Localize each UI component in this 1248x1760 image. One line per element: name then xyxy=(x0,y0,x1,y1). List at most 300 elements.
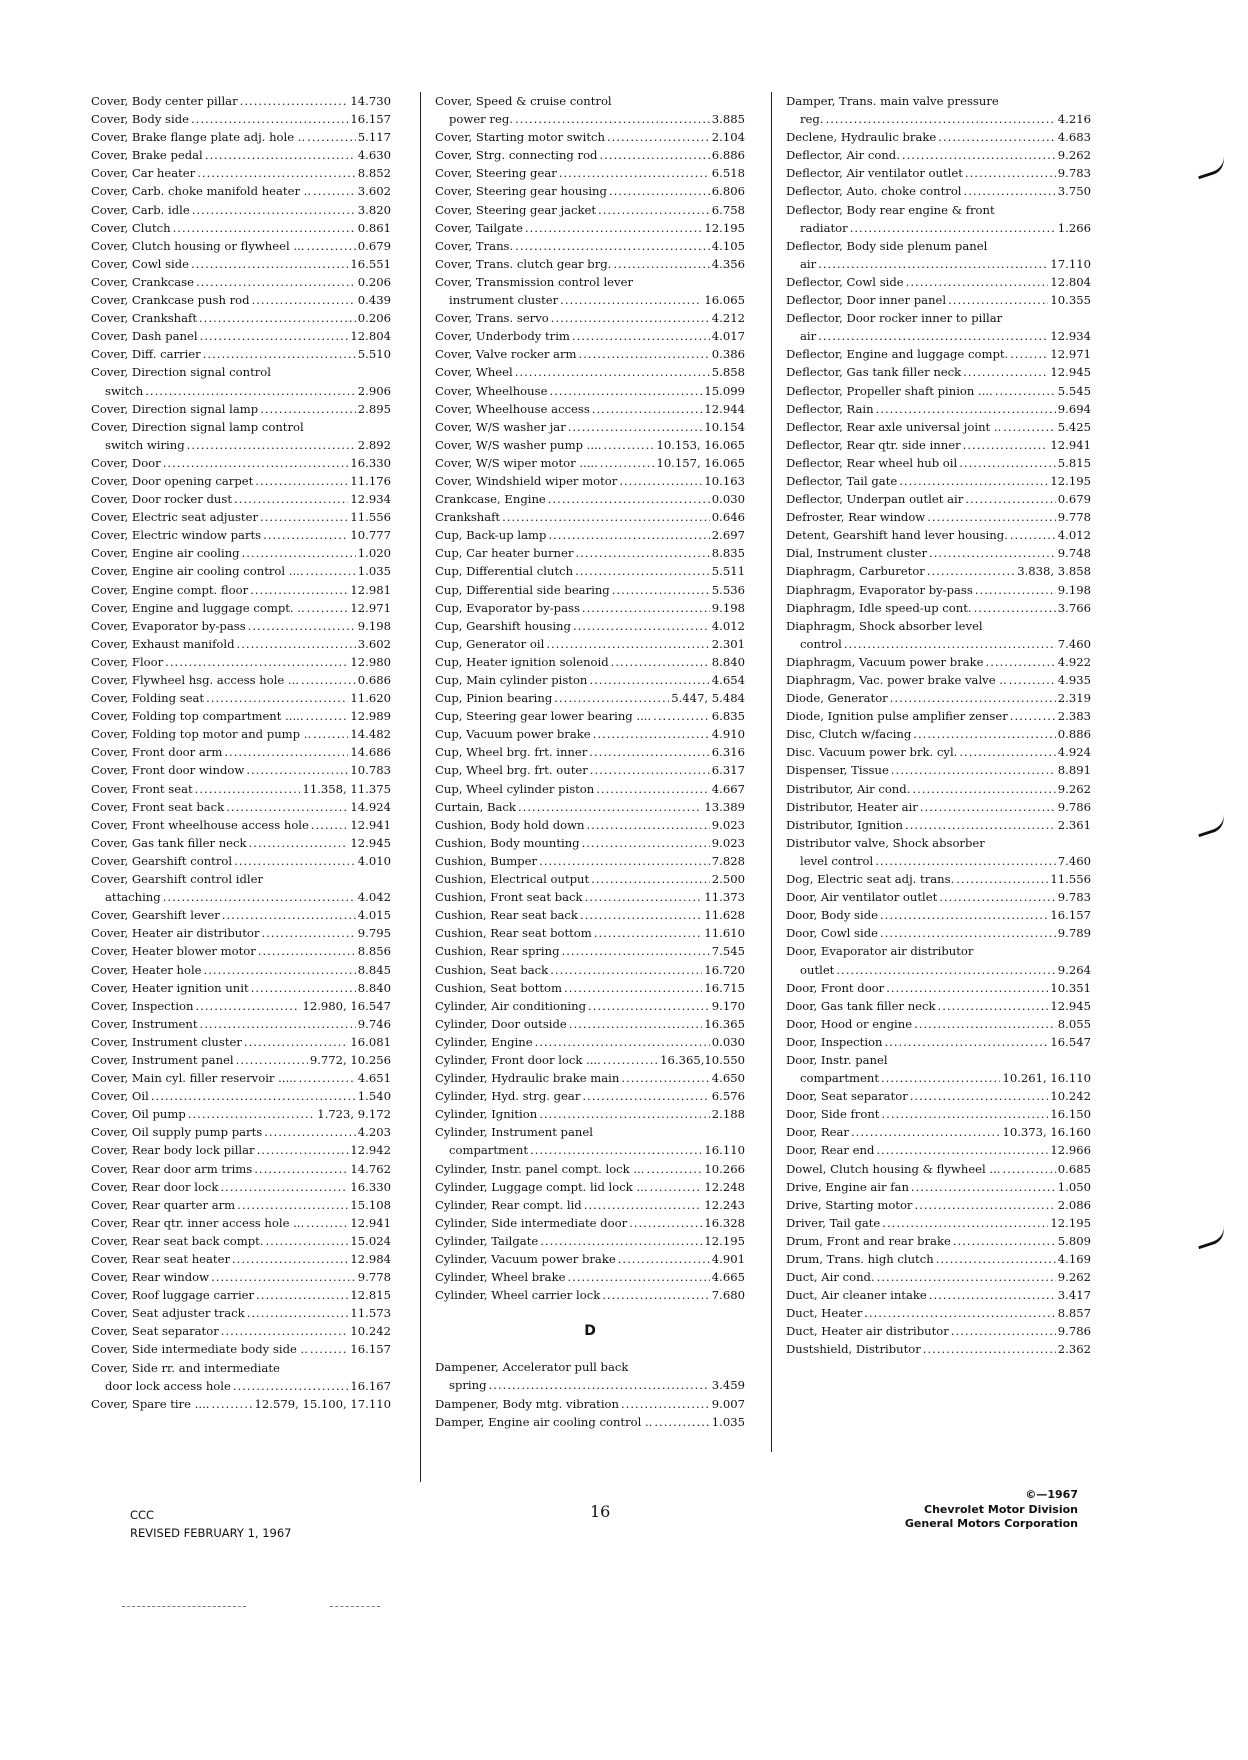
entry-name: Door, Inspection xyxy=(786,1034,883,1049)
index-entry xyxy=(91,146,391,164)
leader-dots xyxy=(1010,707,1056,725)
entry-name: power reg. xyxy=(449,112,513,127)
index-entry-heading: Door, Instr. panel xyxy=(786,1052,888,1067)
leader-dots xyxy=(587,816,710,834)
entry-reference: 4.212 xyxy=(711,311,745,326)
leader-dots xyxy=(255,472,348,490)
leader-dots xyxy=(306,1214,348,1232)
index-entry xyxy=(435,1178,745,1196)
entry-reference: 9.262 xyxy=(1057,781,1091,796)
entry-reference: 11.573 xyxy=(350,1306,391,1321)
index-entry xyxy=(786,219,1091,237)
leader-dots xyxy=(151,1087,356,1105)
index-entry xyxy=(435,454,745,472)
index-entry xyxy=(91,997,391,1015)
leader-dots xyxy=(200,1015,356,1033)
leader-dots xyxy=(1003,418,1056,436)
entry-name: Drum, Front and rear brake xyxy=(786,1233,951,1248)
leader-dots xyxy=(575,562,710,580)
entry-name: Distributor, Ignition xyxy=(786,817,904,832)
entry-name: Deflector, Rear qtr. side inner xyxy=(786,437,961,452)
entry-name: Cover, Seat separator xyxy=(91,1324,219,1339)
leader-dots xyxy=(263,526,348,544)
leader-dots xyxy=(948,291,1048,309)
leader-dots xyxy=(593,725,710,743)
leader-dots xyxy=(260,508,348,526)
entry-name: Cover, Instrument xyxy=(91,1016,198,1031)
index-entry xyxy=(435,363,745,381)
index-entry xyxy=(435,146,745,164)
entry-reference: 16.110 xyxy=(704,1143,745,1158)
index-entry xyxy=(91,599,391,617)
entry-name: Cushion, Bumper xyxy=(435,853,538,868)
index-entry-heading: Cover, Transmission control lever xyxy=(435,274,633,289)
entry-name: Cover, Tailgate xyxy=(435,220,523,235)
entry-reference: 5.117 xyxy=(357,130,391,145)
binder-mark-icon xyxy=(1194,156,1227,180)
entry-name: Cover, Inspection xyxy=(91,998,194,1013)
index-entry xyxy=(786,761,1091,779)
index-entry xyxy=(786,436,1091,454)
entry-reference: 10.777 xyxy=(350,528,391,543)
entry-reference: 4.910 xyxy=(711,727,745,742)
entry-reference: 9.262 xyxy=(1057,148,1091,163)
entry-name: Cup, Heater ignition solenoid xyxy=(435,654,609,669)
leader-dots xyxy=(927,562,1015,580)
entry-name: Diaphragm, Vac. power brake valve .. xyxy=(786,673,1007,687)
index-entry xyxy=(91,490,391,508)
entry-name: Cylinder, Wheel carrier lock xyxy=(435,1288,601,1303)
entry-reference: 4.216 xyxy=(1057,112,1091,127)
entry-reference: 7.460 xyxy=(1057,636,1091,651)
entry-reference: 4.105 xyxy=(711,238,745,253)
column-divider xyxy=(420,92,421,1482)
index-entry xyxy=(435,110,745,128)
index-entry xyxy=(435,780,745,798)
leader-dots xyxy=(196,273,356,291)
scan-artifact-line xyxy=(122,1606,246,1608)
index-entry xyxy=(91,508,391,526)
entry-reference: 9.783 xyxy=(1057,166,1091,181)
entry-name: Cover, Front seat back xyxy=(91,799,225,814)
entry-reference: 4.169 xyxy=(1057,1252,1091,1266)
leader-dots xyxy=(1002,1160,1055,1178)
leader-dots xyxy=(881,1069,1001,1087)
entry-reference: 3.459 xyxy=(711,1378,745,1393)
entry-name: Cover, Trans. servo xyxy=(435,311,549,326)
entry-reference: 12.984 xyxy=(350,1252,391,1266)
entry-reference: 4.012 xyxy=(1057,528,1091,543)
entry-name: Cover, Wheelhouse access xyxy=(435,401,590,416)
entry-reference: 14.730 xyxy=(350,94,391,108)
leader-dots xyxy=(953,1232,1056,1250)
entry-reference: 9.795 xyxy=(357,926,391,941)
entry-reference: 2.892 xyxy=(357,437,391,452)
index-entry-heading: Cylinder, Instrument panel xyxy=(435,1125,593,1140)
entry-reference: 12.243 xyxy=(704,1197,745,1212)
leader-dots xyxy=(306,237,355,255)
entry-reference: 8.835 xyxy=(711,546,745,561)
entry-reference: 14.924 xyxy=(350,799,391,814)
leader-dots xyxy=(818,255,1048,273)
index-entry xyxy=(786,1196,1091,1214)
entry-reference: 3.602 xyxy=(357,184,391,199)
index-entry-heading: Door, Evaporator air distributor xyxy=(786,944,974,959)
index-entry xyxy=(91,92,391,110)
entry-reference: 5.511 xyxy=(711,564,745,579)
entry-name: Door, Hood or engine xyxy=(786,1016,913,1031)
index-entry xyxy=(435,526,745,544)
entry-reference: 9.170 xyxy=(711,998,745,1013)
index-entry xyxy=(91,816,391,834)
index-entry xyxy=(91,1377,391,1395)
leader-dots xyxy=(902,146,1056,164)
entry-reference: 16.365,10.550 xyxy=(660,1052,745,1067)
entry-name: Cushion, Electrical output xyxy=(435,872,590,887)
entry-reference: 11.358, 11.375 xyxy=(302,781,391,796)
leader-dots xyxy=(963,363,1048,381)
leader-dots xyxy=(600,454,655,472)
leader-dots xyxy=(936,1250,1056,1268)
index-entry xyxy=(91,1015,391,1033)
leader-dots xyxy=(875,852,1056,870)
index-entry xyxy=(786,906,1091,924)
index-entry xyxy=(91,1178,391,1196)
index-entry xyxy=(91,237,391,255)
entry-name: Cover, Trans. clutch gear brg. xyxy=(435,256,612,271)
leader-dots xyxy=(818,327,1048,345)
index-entry xyxy=(786,562,1091,580)
leader-dots xyxy=(240,92,349,110)
entry-reference: 16.157 xyxy=(1050,908,1091,923)
entry-reference: 12.934 xyxy=(1050,329,1091,344)
entry-reference: 4.935 xyxy=(1057,673,1091,687)
index-entry xyxy=(435,1214,745,1232)
index-entry xyxy=(91,1087,391,1105)
leader-dots xyxy=(975,581,1056,599)
leader-dots xyxy=(163,888,356,906)
leader-dots xyxy=(220,1178,348,1196)
entry-reference: 16.720 xyxy=(704,962,745,977)
entry-name: Diaphragm, Idle speed-up cont. xyxy=(786,600,972,615)
entry-name: Cover, Heater ignition unit xyxy=(91,980,249,995)
entry-reference: 8.845 xyxy=(357,962,391,977)
entry-reference: 15.108 xyxy=(350,1197,391,1212)
entry-reference: 16.365 xyxy=(704,1016,745,1031)
index-entry xyxy=(91,182,391,200)
leader-dots xyxy=(313,182,356,200)
leader-dots xyxy=(603,1051,658,1069)
entry-name: Crankcase, Engine xyxy=(435,492,546,507)
entry-name: Deflector, Tail gate xyxy=(786,473,898,488)
column-divider xyxy=(771,92,772,1452)
leader-dots xyxy=(881,1105,1048,1123)
entry-name: Cover, Starting motor switch xyxy=(435,130,605,145)
leader-dots xyxy=(199,309,356,327)
entry-reference: 12.971 xyxy=(350,600,391,615)
index-entry xyxy=(435,852,745,870)
leader-dots xyxy=(650,1178,703,1196)
index-entry xyxy=(786,327,1091,345)
entry-reference: 16.330 xyxy=(350,455,391,470)
entry-name: Cover, Side intermediate body side .. xyxy=(91,1342,308,1357)
leader-dots xyxy=(313,725,348,743)
index-entry xyxy=(786,182,1091,200)
leader-dots xyxy=(515,110,710,128)
leader-dots xyxy=(575,544,709,562)
entry-reference: 6.758 xyxy=(711,202,745,217)
entry-name: Cover, Underbody trim xyxy=(435,329,570,344)
entry-name: Cover, Engine air cooling control .... xyxy=(91,564,304,579)
leader-dots xyxy=(591,870,710,888)
entry-name: Cover, Door rocker dust xyxy=(91,492,233,507)
index-entry xyxy=(91,743,391,761)
leader-dots xyxy=(951,1322,1056,1340)
entry-name: Cover, Gearshift control xyxy=(91,853,233,868)
entry-name: Deflector, Gas tank filler neck xyxy=(786,365,962,380)
index-entry xyxy=(435,1087,745,1105)
entry-reference: 12.579, 15.100, 17.110 xyxy=(254,1396,391,1411)
index-entry xyxy=(91,472,391,490)
entry-name: Cover, Wheel xyxy=(435,365,513,380)
entry-name: Cover, Rear quarter arm xyxy=(91,1197,236,1212)
entry-name: Cover, Rear door lock xyxy=(91,1179,219,1194)
leader-dots xyxy=(205,146,356,164)
leader-dots xyxy=(264,1123,356,1141)
index-entry xyxy=(91,961,391,979)
leader-dots xyxy=(880,924,1056,942)
leader-dots xyxy=(246,761,348,779)
entry-name: Cover, Crankcase push rod xyxy=(91,293,250,308)
leader-dots xyxy=(876,400,1056,418)
leader-dots xyxy=(244,1033,349,1051)
index-entry xyxy=(91,454,391,472)
entry-name: Cover, Steering gear jacket xyxy=(435,202,597,217)
entry-name: Cover, Folding top motor and pump .. xyxy=(91,727,312,742)
leader-dots xyxy=(646,1160,702,1178)
entry-name: level control xyxy=(800,853,874,868)
entry-reference: 8.891 xyxy=(1057,763,1091,778)
leader-dots xyxy=(568,418,703,436)
entry-name: attaching xyxy=(105,890,161,905)
entry-reference: 5.809 xyxy=(1057,1233,1091,1248)
index-entry xyxy=(435,761,745,779)
entry-name: Door, Air ventilator outlet xyxy=(786,890,938,905)
index-entry xyxy=(435,1376,745,1394)
entry-name: Cover, Carb. idle xyxy=(91,202,190,217)
entry-reference: 9.748 xyxy=(1057,546,1091,561)
entry-reference: 9.778 xyxy=(1057,510,1091,525)
index-entry xyxy=(91,1123,391,1141)
leader-dots xyxy=(594,924,703,942)
entry-name: Cover, Heater air distributor xyxy=(91,926,260,941)
entry-name: Cover, Door opening carpet xyxy=(91,473,254,488)
entry-reference: 5.815 xyxy=(1057,455,1091,470)
leader-dots xyxy=(234,852,356,870)
entry-reference: 2.697 xyxy=(711,528,745,543)
index-entry xyxy=(786,816,1091,834)
entry-name: Cover, Trans. xyxy=(435,238,514,253)
entry-reference: 9.783 xyxy=(1057,890,1091,905)
index-entry xyxy=(91,1105,391,1123)
entry-reference: 10.351 xyxy=(1050,980,1091,995)
entry-reference: 1.266 xyxy=(1057,220,1091,235)
entry-reference: 3.766 xyxy=(1057,600,1091,615)
entry-reference: 8.852 xyxy=(357,166,391,181)
leader-dots xyxy=(585,888,703,906)
index-entry xyxy=(435,544,745,562)
entry-reference: 10.783 xyxy=(350,763,391,778)
entry-name: Cylinder, Engine xyxy=(435,1034,533,1049)
index-entry xyxy=(435,997,745,1015)
leader-dots xyxy=(884,1033,1048,1051)
index-entry-heading: Deflector, Body rear engine & front xyxy=(786,202,995,217)
index-entry-heading: Cover, Speed & cruise control xyxy=(435,94,612,108)
index-entry xyxy=(786,870,1091,888)
index-entry xyxy=(91,798,391,816)
entry-name: Cover, Instrument cluster xyxy=(91,1034,242,1049)
leader-dots xyxy=(986,653,1056,671)
entry-reference: 5.545 xyxy=(1057,383,1091,398)
index-entry xyxy=(786,382,1091,400)
entry-reference: 12.989 xyxy=(350,709,391,724)
entry-name: Cup, Steering gear lower bearing .... xyxy=(435,709,652,724)
entry-reference: 3.602 xyxy=(357,636,391,651)
entry-reference: 4.650 xyxy=(711,1071,745,1086)
index-entry xyxy=(786,888,1091,906)
index-entry xyxy=(435,345,745,363)
entry-name: Cover, Wheelhouse xyxy=(435,383,548,398)
entry-reference: 0.679 xyxy=(357,238,391,253)
leader-dots xyxy=(912,780,1055,798)
leader-dots xyxy=(306,562,356,580)
entry-reference: 4.667 xyxy=(711,781,745,796)
index-entry xyxy=(435,1141,745,1159)
entry-reference: 4.010 xyxy=(357,853,391,868)
entry-reference: 12.941 xyxy=(350,1215,391,1230)
entry-name: Cover, Front seat xyxy=(91,781,193,796)
entry-name: Cup, Evaporator by-pass xyxy=(435,600,580,615)
entry-reference: 9.198 xyxy=(357,618,391,633)
index-entry xyxy=(91,400,391,418)
index-entry xyxy=(786,1015,1091,1033)
leader-dots xyxy=(530,1141,702,1159)
index-entry xyxy=(786,164,1091,182)
index-entry xyxy=(91,345,391,363)
entry-name: Cover, Engine compt. floor xyxy=(91,582,249,597)
index-entry xyxy=(435,599,745,617)
entry-name: Cushion, Rear spring xyxy=(435,944,560,959)
entry-reference: 4.017 xyxy=(711,329,745,344)
index-entry xyxy=(435,1250,745,1268)
entry-reference: 6.576 xyxy=(711,1089,745,1104)
leader-dots xyxy=(882,1214,1048,1232)
leader-dots xyxy=(192,201,356,219)
leader-dots xyxy=(877,1268,1056,1286)
entry-name: Cover, Heater hole xyxy=(91,962,202,977)
index-entry xyxy=(435,924,745,942)
entry-reference: 12.981 xyxy=(350,582,391,597)
entry-name: Cylinder, Hyd. strg. gear xyxy=(435,1089,581,1104)
leader-dots xyxy=(920,798,1056,816)
index-entry xyxy=(435,1069,745,1087)
entry-reference: 7.545 xyxy=(711,944,745,959)
index-column-3 xyxy=(786,92,1091,1359)
entry-name: Cup, Differential clutch xyxy=(435,564,574,579)
index-entry xyxy=(435,906,745,924)
entry-name: Detent, Gearshift hand lever housing. xyxy=(786,528,1008,543)
entry-name: Cylinder, Tailgate xyxy=(435,1233,539,1248)
leader-dots xyxy=(906,273,1049,291)
leader-dots xyxy=(959,454,1056,472)
entry-reference: 9.786 xyxy=(1057,799,1091,814)
entry-reference: 12.195 xyxy=(1050,473,1091,488)
leader-dots xyxy=(612,581,710,599)
leader-dots xyxy=(964,182,1056,200)
index-entry xyxy=(91,671,391,689)
entry-name: Declene, Hydraulic brake xyxy=(786,130,937,145)
entry-name: Duct, Air cleaner intake xyxy=(786,1288,927,1303)
index-entry xyxy=(786,1268,1091,1286)
footer-left xyxy=(130,1506,291,1542)
leader-dots xyxy=(963,436,1049,454)
leader-dots xyxy=(548,526,709,544)
entry-reference: 2.301 xyxy=(711,636,745,651)
leader-dots xyxy=(927,508,1056,526)
entry-name: spring xyxy=(449,1378,487,1393)
entry-name: Cylinder, Ignition xyxy=(435,1107,538,1122)
entry-name: Defroster, Rear window xyxy=(786,510,926,525)
index-entry xyxy=(91,707,391,725)
entry-reference: 9.746 xyxy=(357,1016,391,1031)
entry-name: Duct, Air cond. xyxy=(786,1270,875,1285)
entry-name: Cover, Steering gear xyxy=(435,166,557,181)
entry-reference: 6.316 xyxy=(711,745,745,760)
index-entry xyxy=(91,309,391,327)
leader-dots xyxy=(311,816,349,834)
entry-reference: 1.723, 9.172 xyxy=(317,1107,391,1122)
index-entry xyxy=(435,508,745,526)
entry-reference: 2.362 xyxy=(1057,1342,1091,1357)
entry-name: Cylinder, Hydraulic brake main xyxy=(435,1071,620,1086)
entry-name: Door, Seat separator xyxy=(786,1089,908,1104)
entry-name: Deflector, Rear axle universal joint .. xyxy=(786,419,1002,434)
index-entry xyxy=(786,1340,1091,1358)
index-entry xyxy=(786,1304,1091,1322)
index-entry xyxy=(435,309,745,327)
entry-reference: 4.012 xyxy=(711,618,745,633)
entry-name: door lock access hole xyxy=(105,1378,231,1393)
entry-reference: 13.389 xyxy=(704,799,745,814)
entry-reference: 8.857 xyxy=(1057,1306,1091,1321)
leader-dots xyxy=(249,834,349,852)
leader-dots xyxy=(965,164,1056,182)
leader-dots xyxy=(489,1376,710,1394)
index-entry xyxy=(91,924,391,942)
entry-name: Door, Front door xyxy=(786,980,885,995)
leader-dots xyxy=(938,997,1049,1015)
entry-name: Cover, Valve rocker arm xyxy=(435,347,577,362)
entry-reference: 0.386 xyxy=(711,347,745,362)
entry-name: Cup, Car heater burner xyxy=(435,546,574,561)
leader-dots xyxy=(173,219,356,237)
index-entry xyxy=(786,1141,1091,1159)
entry-reference: 9.198 xyxy=(1057,582,1091,597)
index-entry xyxy=(786,1232,1091,1250)
entry-name: Cover, Rear seat back compt. xyxy=(91,1233,264,1248)
index-entry xyxy=(786,544,1091,562)
entry-name: control xyxy=(800,636,842,651)
